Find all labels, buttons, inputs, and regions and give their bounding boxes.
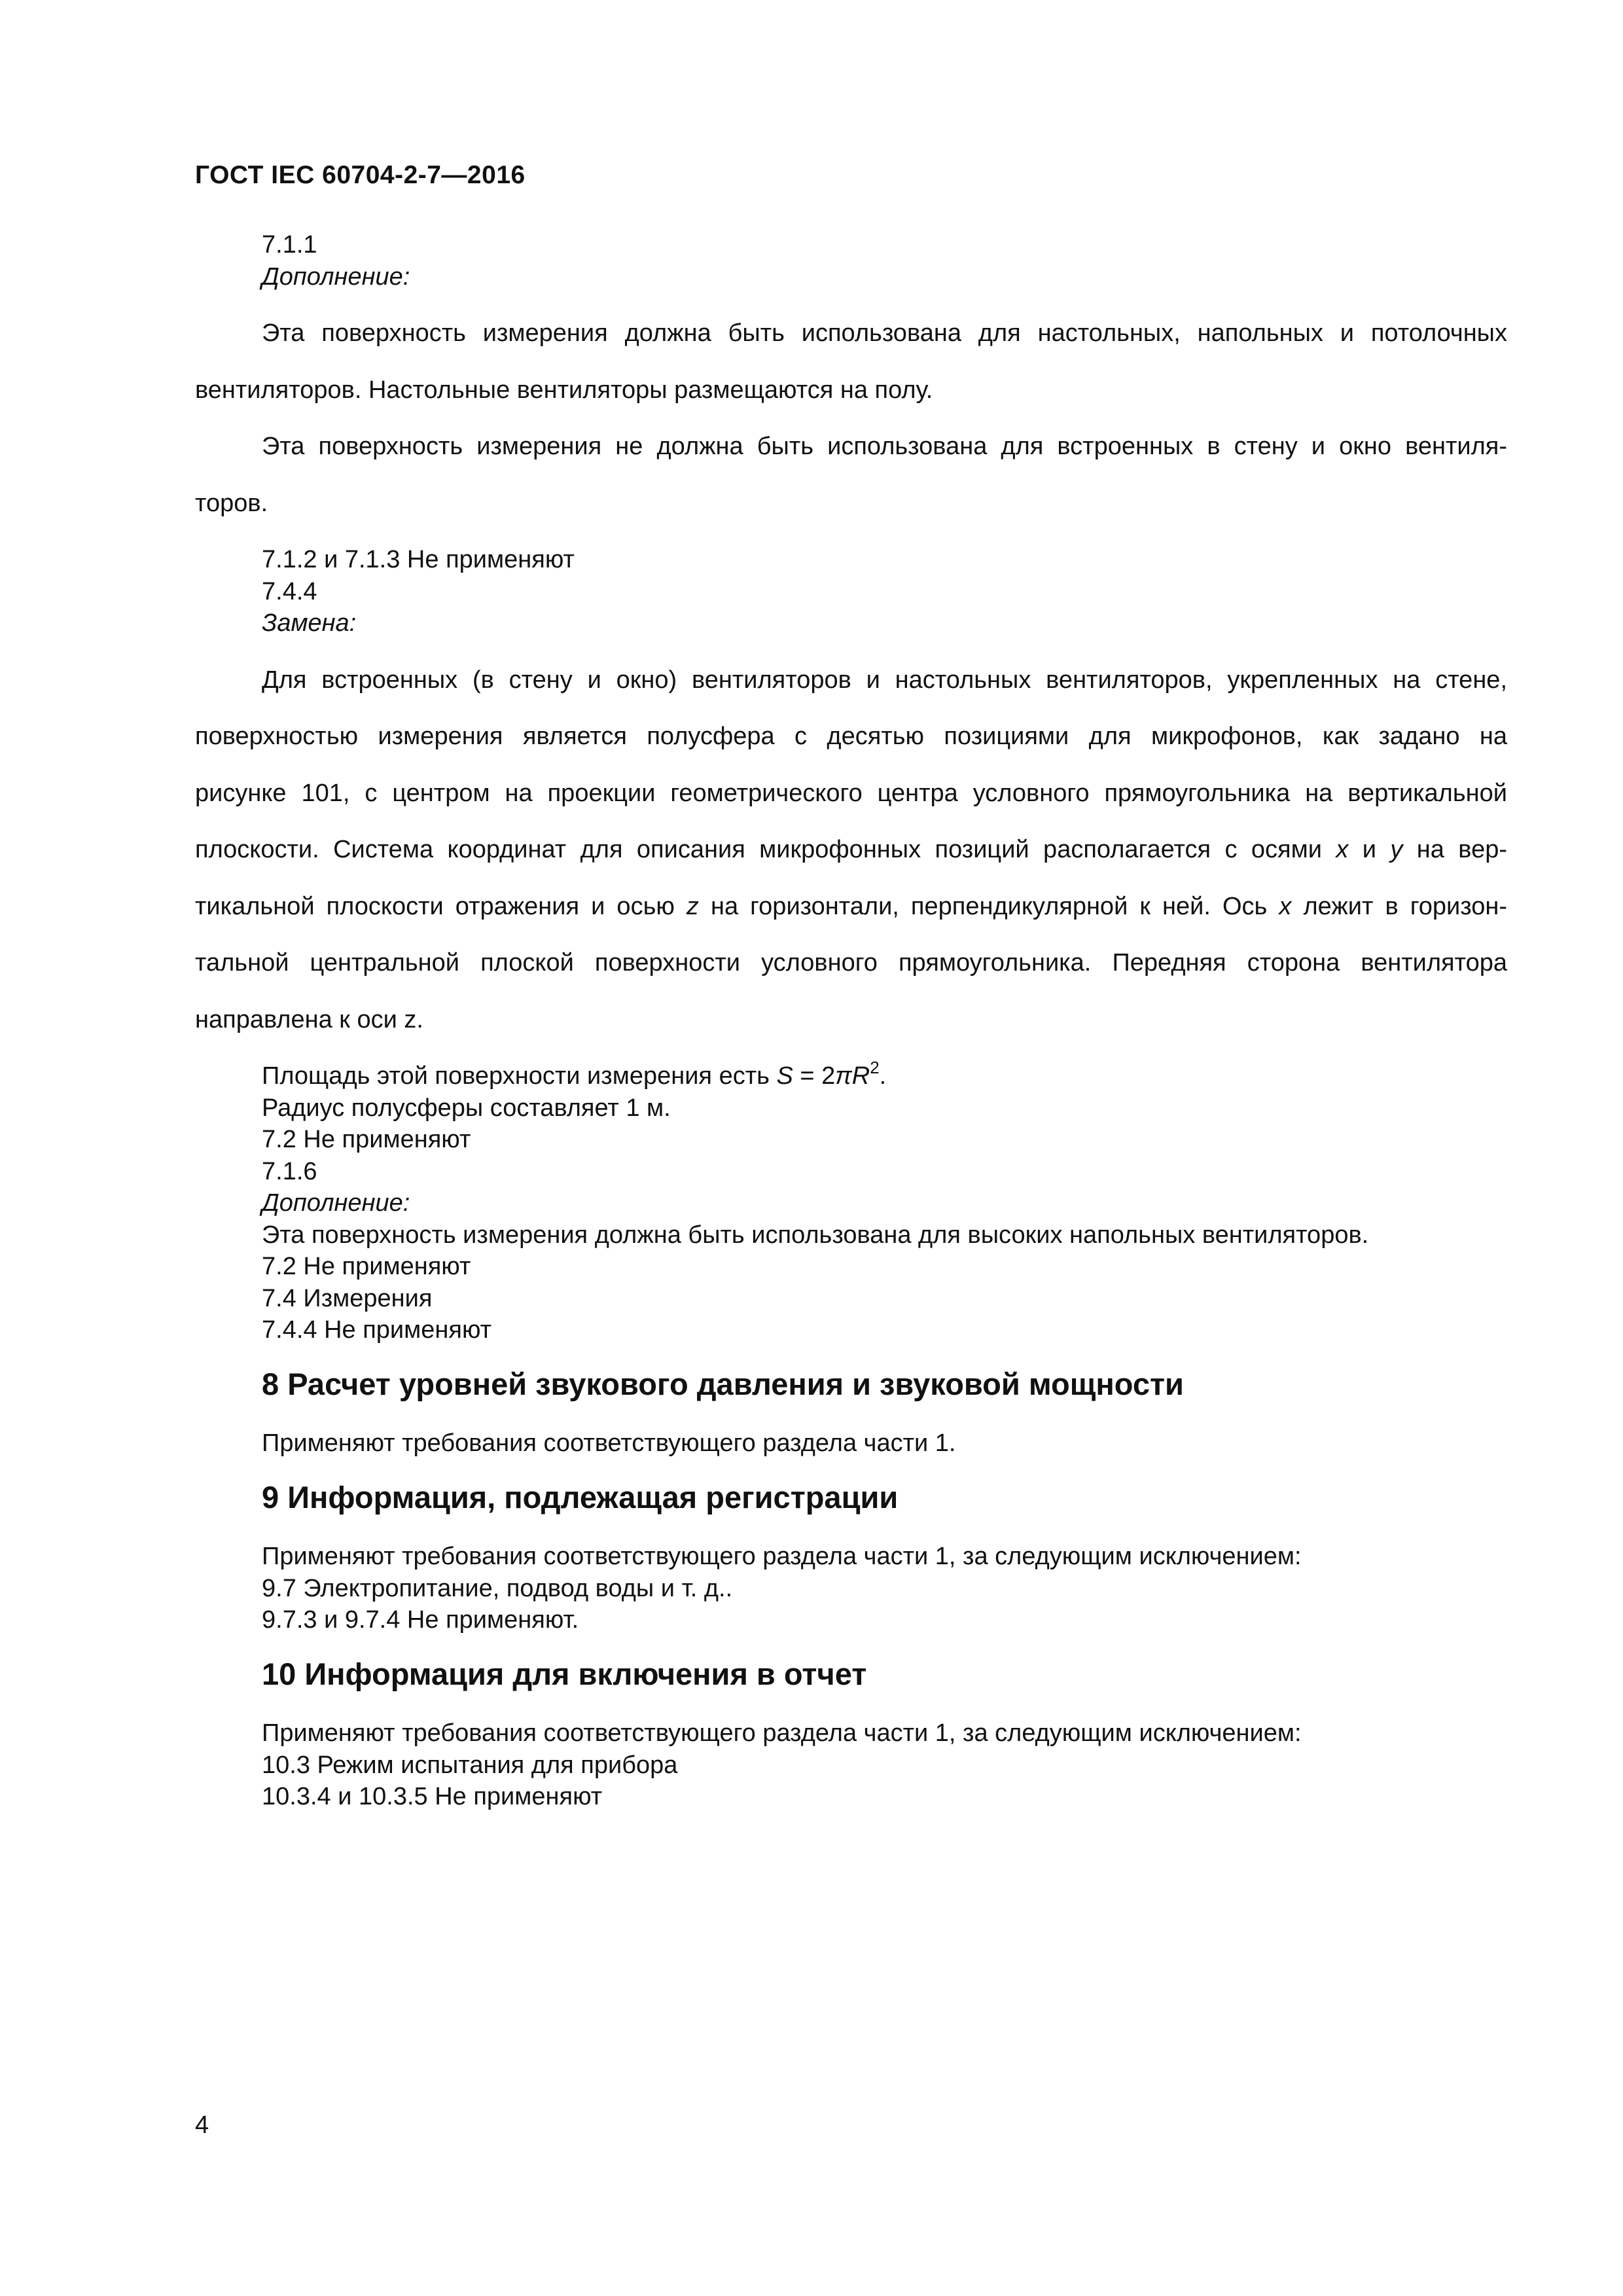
clause-10-3-4-10-3-5: 10.3.4 и 10.3.5 Не применяют — [262, 1783, 603, 1810]
radius-line: Радиус полусферы составляет 1 м. — [262, 1094, 671, 1122]
paragraph-line: Эта поверхность измерения не должна быть использована для встроенных в стену и окно вентиля- — [262, 433, 1507, 460]
paragraph-line: торов. — [195, 489, 268, 517]
paragraph-line: направлена к оси z. — [195, 1005, 423, 1033]
section-10-heading: 10 Информация для включения в отчет — [262, 1656, 867, 1691]
paragraph-line: плоскости. Система координат для описания микрофонных позиций располагается с осями x и y на вер- — [195, 836, 1507, 863]
page-number: 4 — [195, 2111, 209, 2139]
clause-7-1-1: 7.1.1 — [262, 231, 317, 259]
clause-10-3: 10.3 Режим испытания для прибора — [262, 1751, 678, 1779]
clause-7-1-6: 7.1.6 — [262, 1157, 317, 1185]
section-9-heading: 9 Информация, подлежащая регистрации — [262, 1479, 899, 1515]
clause-7-2: 7.2 Не применяют — [262, 1126, 471, 1153]
addition-label: Дополнение: — [262, 1189, 410, 1217]
paragraph-line: Эта поверхность измерения должна быть использована для настольных, напольных и потолочных — [262, 319, 1507, 347]
clause-7-4-4: 7.4.4 — [262, 577, 317, 605]
paragraph-line: тикальной плоскости отражения и осью z на горизонтали, перпендикулярной к ней. Ось x лежит в горизон- — [195, 892, 1507, 920]
replacement-label: Замена: — [262, 609, 357, 637]
area-formula: Площадь этой поверхности измерения есть $S = 2\pi R^2$. — [262, 1058, 887, 1090]
section-10-text: Применяют требования соответствующего раздела части 1, за следующим исключением: — [262, 1719, 1302, 1747]
paragraph-line: поверхностью измерения является полусфера с десятью позициями для микрофонов, как задано на — [195, 723, 1507, 750]
document-code-header: ГОСТ IEC 60704-2-7—2016 — [195, 161, 526, 189]
paragraph-line: Для встроенных (в стену и окно) вентиляторов и настольных вентиляторов, укрепленных на стене, — [262, 666, 1507, 694]
paragraph-line: тальной центральной плоской поверхности условного прямоугольника. Передняя сторона вентилятора — [195, 949, 1507, 977]
clause-7-1-2-7-1-3: 7.1.2 и 7.1.3 Не применяют — [262, 546, 575, 573]
clause-7-4-4: 7.4.4 Не применяют — [262, 1316, 492, 1344]
section-9-text: Применяют требования соответствующего раздела части 1, за следующим исключением: — [262, 1543, 1302, 1570]
section-8-heading: 8 Расчет уровней звукового давления и звуковой мощности — [262, 1366, 1184, 1401]
clause-7-2: 7.2 Не применяют — [262, 1253, 471, 1280]
document-body — [195, 229, 1507, 1813]
clause-9-7-3-9-7-4: 9.7.3 и 9.7.4 Не применяют. — [262, 1606, 579, 1634]
clause-9-7: 9.7 Электропитание, подвод воды и т. д.. — [262, 1574, 733, 1602]
clause-7-4: 7.4 Измерения — [262, 1284, 433, 1312]
addition-label: Дополнение: — [262, 262, 410, 291]
section-8-text: Применяют требования соответствующего раздела части 1. — [262, 1429, 956, 1457]
paragraph-line: вентиляторов. Настольные вентиляторы размещаются на полу. — [195, 376, 933, 404]
paragraph-line: рисунке 101, с центром на проекции геометрического центра условного прямоугольника на вертикальной — [195, 779, 1507, 807]
paragraph-line: Эта поверхность измерения должна быть использована для высоких напольных вентиляторов. — [262, 1221, 1369, 1249]
